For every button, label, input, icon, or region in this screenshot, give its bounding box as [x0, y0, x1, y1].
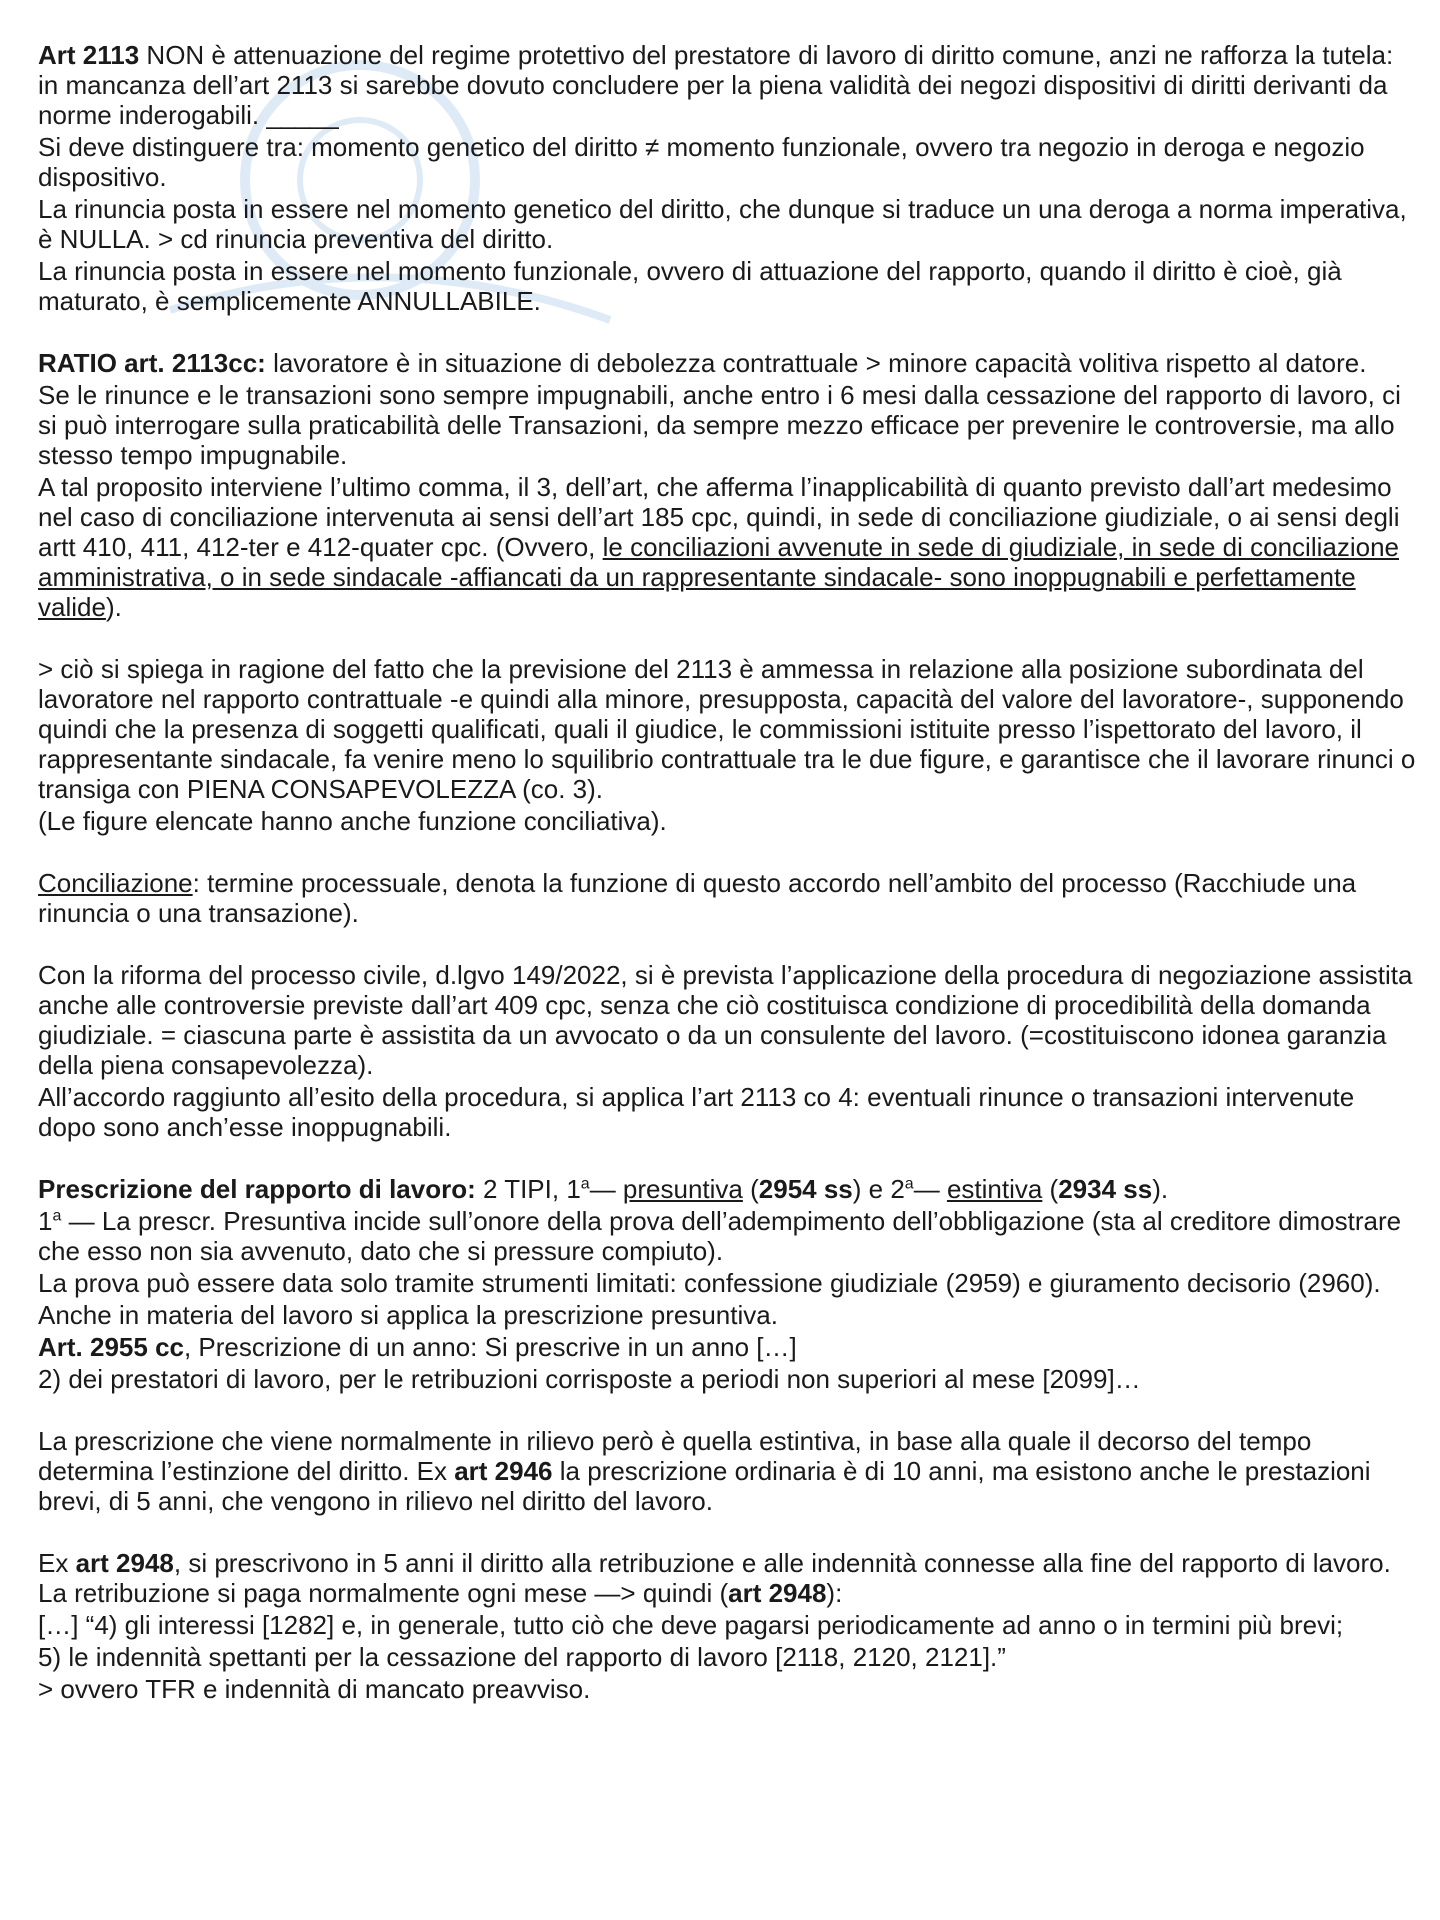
s6-p1-sup: a [52, 1207, 62, 1225]
s6-paragraph-5: 2) dei prestatori di lavoro, per le retribuzioni corrisposte a periodi non superiori al mese [2099]… [38, 1364, 1141, 1394]
s5-paragraph-2: All’accordo raggiunto all’esito della procedura, si applica l’art 2113 co 4: eventuali rinunce o transazioni intervenute dopo sono anch’esse inoppugnabili. [38, 1082, 1355, 1142]
s5-paragraph-1: Con la riforma del processo civile, d.lgvo 149/2022, si è prevista l’applicazione della procedura di negoziazione assistita anche alle controversie previste dall’art 409 cpc, senza che ciò costituisca condizione di procedibilità della domanda giudiziale. = ciascuna parte è assistita da un avvocato o da un consulente del lavoro. (=costituiscono idonea garanzia della piena consapevolezza). [38, 960, 1413, 1080]
s6-h-sup1: a [580, 1175, 590, 1193]
s7-bold: art 2946 [454, 1456, 553, 1486]
s7-paragraph [38, 1426, 1418, 1516]
spacer [38, 838, 1418, 868]
s8-paragraph-4: > ovvero TFR e indennità di mancato preavviso. [38, 1674, 591, 1704]
s3-paragraph-2: (Le figure elencate hanno anche funzione conciliativa). [38, 806, 667, 836]
s2-p3-text: A tal proposito interviene l’ultimo comma, il 3, dell’art, che afferma l’inapplicabilità di quanto previsto dall’art medesimo nel caso di conciliazione intervenuta ai sensi dell’art 185 cpc, quindi, in sede di conciliazione giudiziale, o ai sensi degli artt 410, 411, 412-ter e 412-quater cpc. (Ovvero, [38, 472, 1400, 562]
s6-h-b: — [589, 1174, 623, 1204]
s6-h-g: ). [1152, 1174, 1169, 1204]
s6-paragraph-2: La prova può essere data solo tramite strumenti limitati: confessione giudiziale (2959) e giuramento decisorio (2960). [38, 1268, 1381, 1298]
s8-p1-bold2: art 2948 [728, 1578, 827, 1608]
s6-p1-b: — La prescr. Presuntiva incide sull’onore della prova dell’adempimento dell’obbligazione (sta al creditore dimostrare che esso non sia avvenuto, dato che si pressure compiuto). [38, 1206, 1402, 1266]
s6-h-bold2: 2934 ss [1058, 1174, 1153, 1204]
s6-paragraph-3: Anche in materia del lavoro si applica la prescrizione presuntiva. [38, 1300, 778, 1330]
s6-h-bold: Prescrizione del rapporto di lavoro: [38, 1174, 476, 1204]
s6-h-e: — [913, 1174, 947, 1204]
spacer [38, 1144, 1418, 1174]
s8-p1-bold1: art 2948 [75, 1548, 174, 1578]
s2-p3-underline: le conciliazioni avvenute in sede di giudiziale, in sede di conciliazione amministrativa, o in sede sindacale -affiancati da un rappresentante sindacale- sono inoppugnabili e perfettamente valide [38, 532, 1399, 622]
s6-p1-a: 1 [38, 1206, 53, 1236]
s6-p4-text: , Prescrizione di un anno: Si prescrive in un anno […] [183, 1332, 797, 1362]
s4-paragraph [38, 868, 1418, 928]
s2-p3-end: ). [105, 592, 122, 622]
s8-paragraph-2: […] “4) gli interessi [1282] e, in generale, tutto ciò che deve pagarsi periodicamente ad anno o in termini più brevi; [38, 1610, 1344, 1640]
s2-p1-text: lavoratore è in situazione di debolezza contrattuale > minore capacità volitiva rispetto al datore. [265, 348, 1367, 378]
spacer [38, 930, 1418, 960]
s7-b: la prescrizione ordinaria è di 10 anni, ma esistono anche le prestazioni brevi, di 5 anni, che vengono in rilievo nel diritto del lavoro. [38, 1456, 1371, 1516]
s2-p1-bold: RATIO art. 2113cc: [38, 348, 266, 378]
s1-paragraph-2: Si deve distinguere tra: momento genetico del diritto ≠ momento funzionale, ovvero tra negozio in deroga e negozio dispositivo. [38, 132, 1365, 192]
s8-p1-c: ): [826, 1578, 843, 1608]
s8-p1-a: Ex [38, 1548, 76, 1578]
s6-h-estintiva: estintiva [946, 1174, 1043, 1204]
s1-p1-text: NON è attenuazione del regime protettivo del prestatore di lavoro di diritto comune, anzi ne rafforza la tutela: in mancanza dell’art 2113 si sarebbe dovuto concludere per la piena validità dei negozi dispositivi di diritti derivanti da norme inderogabili. _____ [38, 40, 1394, 130]
s8-paragraph-1 [38, 1548, 1418, 1608]
s7-a: La prescrizione che viene normalmente in rilievo però è quella estintiva, in base alla quale il decorso del tempo determina l’estinzione del diritto. Ex [38, 1426, 1312, 1486]
s6-h-bold1: 2954 ss [758, 1174, 853, 1204]
s2-paragraph-2: Se le rinunce e le transazioni sono sempre impugnabili, anche entro i 6 mesi dalla cessazione del rapporto di lavoro, ci si può interrogare sulla praticabilità delle Transazioni, da sempre mezzo efficace per prevenire le controversie, ma allo stesso tempo impugnabile. [38, 380, 1401, 470]
s8-paragraph-3: 5) le indennità spettanti per la cessazione del rapporto di lavoro [2118, 2120, 2121].” [38, 1642, 1006, 1672]
s6-h-d: ) e 2 [852, 1174, 905, 1204]
s2-paragraph-3 [38, 472, 1418, 622]
spacer [38, 624, 1418, 654]
s1-paragraph-1 [38, 40, 1418, 130]
spacer [38, 1518, 1418, 1548]
s4-text: : termine processuale, denota la funzione di questo accordo nell’ambito del processo (Racchiude una rinuncia o una transazione). [38, 868, 1357, 928]
spacer [38, 318, 1418, 348]
s6-paragraph-4 [38, 1332, 1418, 1362]
s6-paragraph-1 [38, 1206, 1418, 1266]
s8-p1-b: , si prescrivono in 5 anni il diritto alla retribuzione e alle indennità connesse alla fine del rapporto di lavoro. La retribuzione si paga normalmente ogni mese —> quindi ( [38, 1548, 1391, 1608]
s6-heading [38, 1174, 1418, 1204]
s6-p4-bold: Art. 2955 cc [38, 1332, 184, 1362]
s3-paragraph-1: > ciò si spiega in ragione del fatto che la previsione del 2113 è ammessa in relazione alla posizione subordinata del lavoratore nel rapporto contrattuale -e quindi alla minore, presupposta, capacità del valore del lavoratore-, supponendo quindi che la presenza di soggetti qualificati, quali il giudice, le commissioni istituite presso l’ispettorato del lavoro, il rappresentante sindacale, fa venire meno lo squilibrio contrattuale tra le due figure, e garantisce che il lavorare rinunci o transiga con PIENA CONSAPEVOLEZZA (co. 3). [38, 654, 1416, 804]
s1-paragraph-3: La rinuncia posta in essere nel momento genetico del diritto, che dunque si traduce un una deroga a norma imperativa, è NULLA. > cd rinuncia preventiva del diritto. [38, 194, 1407, 254]
s6-h-f: ( [1042, 1174, 1059, 1204]
s6-h-a: 2 TIPI, 1 [475, 1174, 581, 1204]
spacer [38, 1396, 1418, 1426]
s4-term: Conciliazione [38, 868, 193, 898]
document-page [38, 40, 1418, 1706]
s6-h-c: ( [742, 1174, 759, 1204]
s6-h-presuntiva: presuntiva [622, 1174, 743, 1204]
s1-p1-bold: Art 2113 [38, 40, 140, 70]
s6-h-sup2: a [904, 1175, 914, 1193]
s2-paragraph-1 [38, 348, 1418, 378]
s1-paragraph-4: La rinuncia posta in essere nel momento funzionale, ovvero di attuazione del rapporto, quando il diritto è cioè, già maturato, è semplicemente ANNULLABILE. [38, 256, 1342, 316]
